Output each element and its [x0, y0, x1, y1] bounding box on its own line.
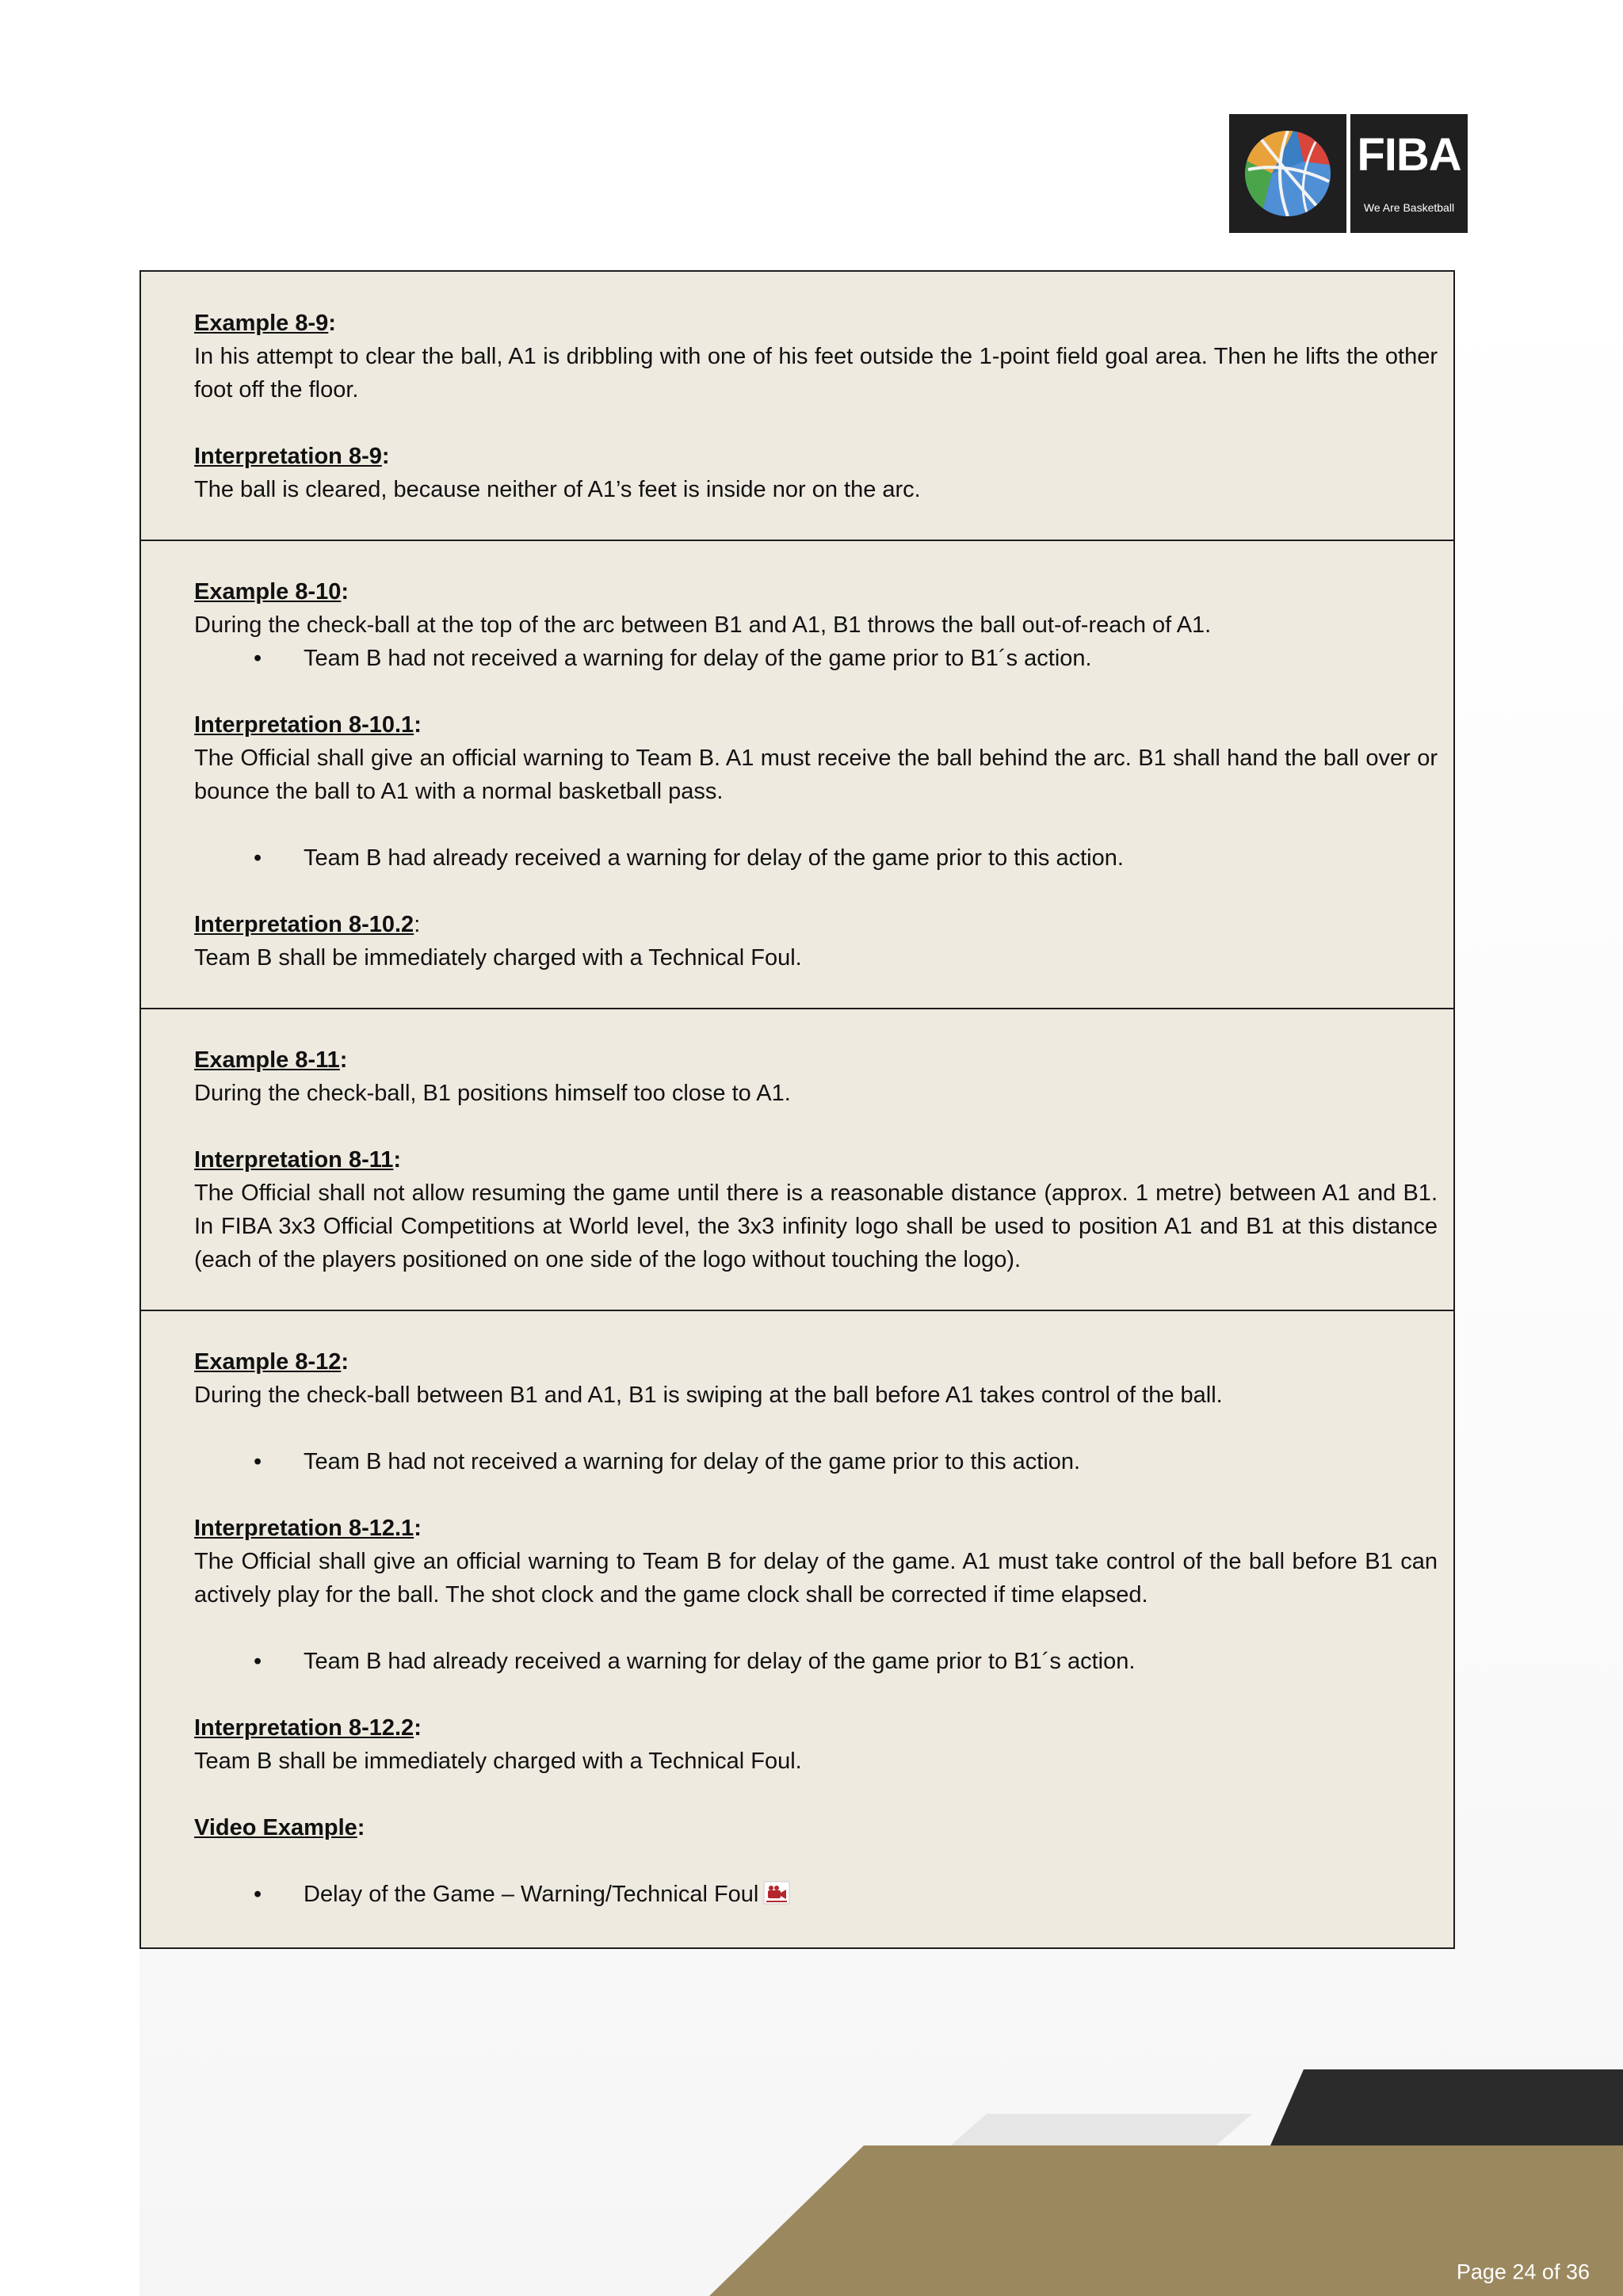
footer-decoration: [0, 2060, 1623, 2296]
bullet-item: • Team B had already received a warning for delay of the game prior to B1´s action.: [194, 1645, 1438, 1678]
logo-word: FIBA: [1357, 129, 1461, 181]
example-text: During the check-ball at the top of the arc between B1 and A1, B1 throws the ball out-of-reach of A1.: [194, 612, 1212, 638]
video-link-item[interactable]: [194, 1878, 1438, 1914]
interpretation-heading: Interpretation 8-11:: [194, 1147, 402, 1173]
example-heading: Example 8-12:: [194, 1349, 349, 1375]
interpretation-text: The Official shall give an official warning to Team B. A1 must receive the ball behind the arc. B1 shall hand the ball over or bounce the ball to A1 with a normal basketball pass.: [194, 746, 1438, 804]
example-text: During the check-ball between B1 and A1, B1 is swiping at the ball before A1 takes control of the ball.: [194, 1383, 1223, 1408]
page-number: Page 24 of 36: [1456, 2260, 1590, 2284]
example-text: In his attempt to clear the ball, A1 is dribbling with one of his feet outside the 1-point field goal area. Then he lifts the other foot off the floor.: [194, 344, 1438, 402]
bullet-item: • Team B had not received a warning for delay of the game prior to B1´s action.: [194, 642, 1438, 675]
fiba-logo: [1229, 114, 1468, 233]
video-camera-icon[interactable]: [763, 1881, 790, 1914]
basketball-icon: [1229, 114, 1346, 233]
interpretation-text: Team B shall be immediately charged with a Technical Foul.: [194, 1749, 802, 1774]
interpretation-heading: Interpretation 8-10.2:: [194, 912, 421, 937]
bullet-item: • Team B had already received a warning for delay of the game prior to this action.: [194, 841, 1438, 875]
bullet-icon: •: [254, 1449, 262, 1474]
video-example-heading: Video Example:: [194, 1815, 365, 1840]
interpretation-heading: Interpretation 8-10.1:: [194, 712, 422, 738]
section-example-8-12: [141, 1310, 1453, 1947]
interpretation-text: The ball is cleared, because neither of A1’s feet is inside nor on the arc.: [194, 477, 921, 502]
bullet-icon: •: [254, 646, 262, 671]
example-heading: Example 8-9:: [194, 311, 336, 336]
logo-tagline: We Are Basketball: [1363, 201, 1455, 214]
interpretation-heading: Interpretation 8-9:: [194, 444, 390, 469]
example-heading: Example 8-10:: [194, 579, 349, 605]
interpretation-text: Team B shall be immediately charged with a Technical Foul.: [194, 945, 802, 971]
section-example-8-9: [141, 272, 1453, 540]
examples-table: [139, 270, 1455, 1949]
interpretation-heading: Interpretation 8-12.2:: [194, 1715, 422, 1741]
bullet-icon: •: [254, 1882, 262, 1907]
example-text: During the check-ball, B1 positions himself too close to A1.: [194, 1081, 791, 1106]
example-heading: Example 8-11:: [194, 1047, 348, 1073]
bullet-item: • Team B had not received a warning for delay of the game prior to this action.: [194, 1445, 1438, 1478]
interpretation-text: The Official shall not allow resuming the game until there is a reasonable distance (approx. 1 metre) between A1 and B1. In FIBA 3x3 Official Competitions at World level, the 3x3 infinity logo shall be used to position A1 and B1 at this distance (each of the players positioned on one side of the logo without touching the logo).: [194, 1180, 1438, 1272]
bullet-icon: •: [254, 845, 262, 871]
video-link[interactable]: Delay of the Game – Warning/Technical Foul: [304, 1882, 759, 1907]
section-example-8-11: [141, 1008, 1453, 1310]
interpretation-heading: Interpretation 8-12.1:: [194, 1516, 422, 1541]
interpretation-text: The Official shall give an official warning to Team B for delay of the game. A1 must take control of the ball before B1 can actively play for the ball. The shot clock and the game clock shall be corrected if time elapsed.: [194, 1549, 1438, 1608]
fiba-wordmark: [1350, 114, 1468, 233]
section-example-8-10: [141, 540, 1453, 1008]
bullet-icon: •: [254, 1649, 262, 1674]
